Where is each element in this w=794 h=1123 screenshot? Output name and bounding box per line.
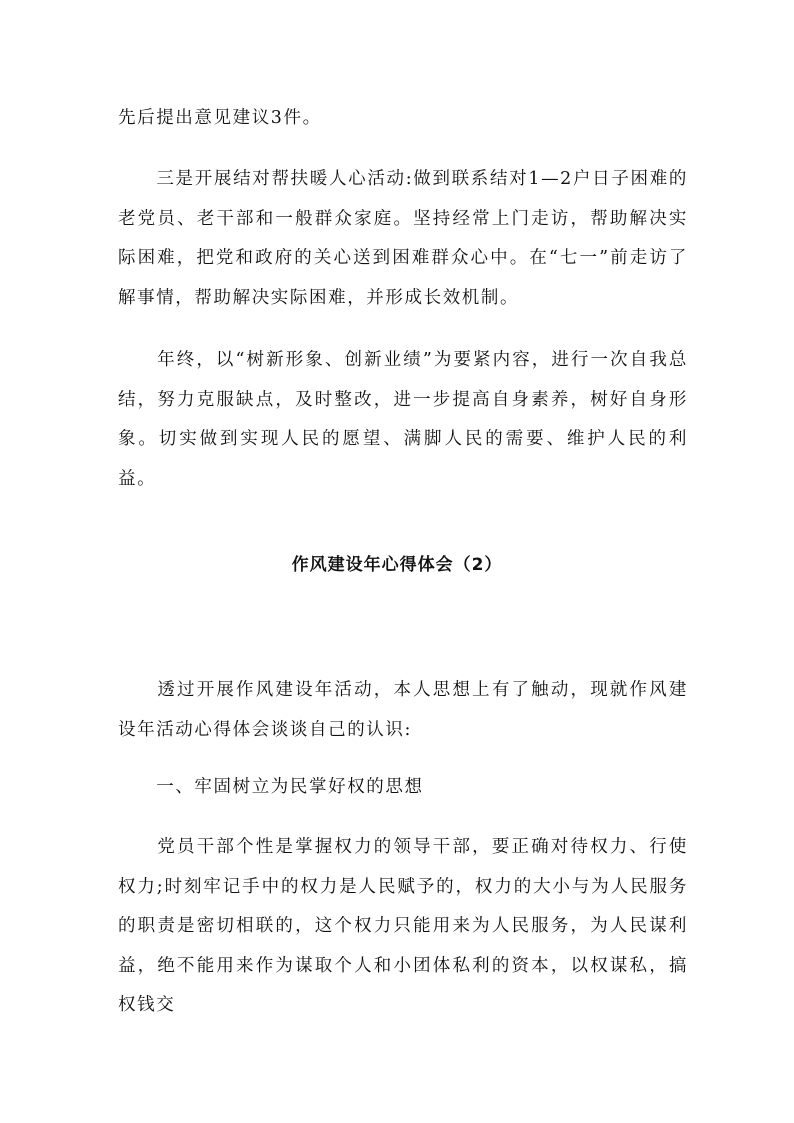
paragraph-year-end: 年终，以“树新形象、创新业绩”为要紧内容，进行一次自我总结，努力克服缺点，及时整改，进一步提高自身素养，树好自身形象。切实做到实现人民的愿望、满脚人民的需要、维护人民的利益。 [118,350,688,489]
paragraph-continuation: 先后提出意见建议3件。 [118,108,322,128]
paragraph-intro: 透过开展作风建设年活动，本人思想上有了触动，现就作风建设年活动心得体会谈谈自己的认识: [118,680,688,740]
paragraph-heading-one: 一、牢固树立为民掌好权的思想 [118,777,424,797]
section-title: 作风建设年心得体会（2） [291,555,503,575]
paragraph-third-point: 三是开展结对帮扶暖人心活动:做到联系结对1—2户日子困难的老党员、老干部和一般群众家庭。坚持经常上门走访，帮助解决实际困难，把党和政府的关心送到困难群众心中。在“七一”前走访了解事情，帮助解决实际困难，并形成长效机制。 [118,169,689,308]
paragraph-power: 党员干部个性是掌握权力的领导干部，要正确对待权力、行使权力;时刻牢记手中的权力是人民赋予的，权力的大小与为人民服务的职责是密切相联的，这个权力只能用来为人民服务，为人民谋利益，绝不能用来作为谋取个人和小团体私利的资本，以权谋私，搞权钱交 [118,837,688,1015]
